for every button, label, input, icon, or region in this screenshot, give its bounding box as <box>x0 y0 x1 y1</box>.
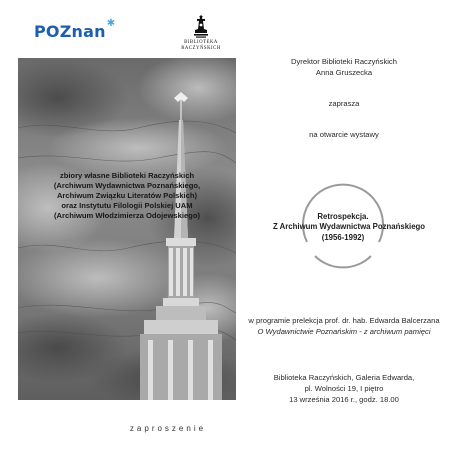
collections-text <box>18 171 236 221</box>
occasion-text: na otwarcie wystawy <box>309 130 379 139</box>
library-crest-icon <box>192 14 210 40</box>
collections-line: (Archiwum Wydawnictwa Poznańskiego, <box>53 181 201 190</box>
collections-line: Archiwum Związku Literatów Polskich) <box>56 191 198 200</box>
exhibition-title-line: Z Archiwum Wydawnictwa Poznańskiego <box>273 222 426 232</box>
library-logo-line2: RACZYŃSKICH <box>181 45 221 51</box>
venue-datetime: 13 września 2016 r., godz. 18.00 <box>289 395 399 404</box>
collections-line: (Archiwum Włodzimierza Odojewskiego) <box>54 211 200 220</box>
program-lecture-title: O Wydawnictwie Poznańskim - z archiwum pamięci <box>257 327 431 336</box>
exhibition-title-line: Retrospekcja. <box>317 212 369 221</box>
exhibition-title-line: (1956-1992) <box>321 232 365 242</box>
program-lecture: w programie prelekcja prof. dr. hab. Edwarda Balcerzana <box>248 316 440 325</box>
collections-line: zbiory własne Biblioteki Raczyńskich <box>59 171 195 180</box>
host-name: Anna Gruszecka <box>315 68 373 77</box>
venue-address: pl. Wolności 19, I piętro <box>304 384 384 393</box>
host-title: Dyrektor Biblioteki Raczyńskich <box>291 57 397 66</box>
invitation-text-column <box>238 0 450 450</box>
artwork-panel <box>18 58 236 400</box>
library-logo <box>176 14 226 58</box>
exhibition-title <box>273 212 426 243</box>
exhibition-title-block <box>273 178 426 278</box>
poznan-star-icon: ✱ <box>106 18 116 29</box>
tower-engraving-image <box>18 58 236 400</box>
poznan-logo-text: POZnan <box>34 22 106 41</box>
venue-line: Biblioteka Raczyńskich, Galeria Edwarda, <box>273 373 415 382</box>
library-logo-line1: BIBLIOTEKA <box>184 40 218 45</box>
collections-line: oraz Instytutu Filologii Polskiej UAM <box>61 201 193 210</box>
poznan-logo <box>34 18 116 44</box>
invites-text: zaprasza <box>328 99 360 108</box>
invitation-label: zaproszenie <box>129 424 207 433</box>
